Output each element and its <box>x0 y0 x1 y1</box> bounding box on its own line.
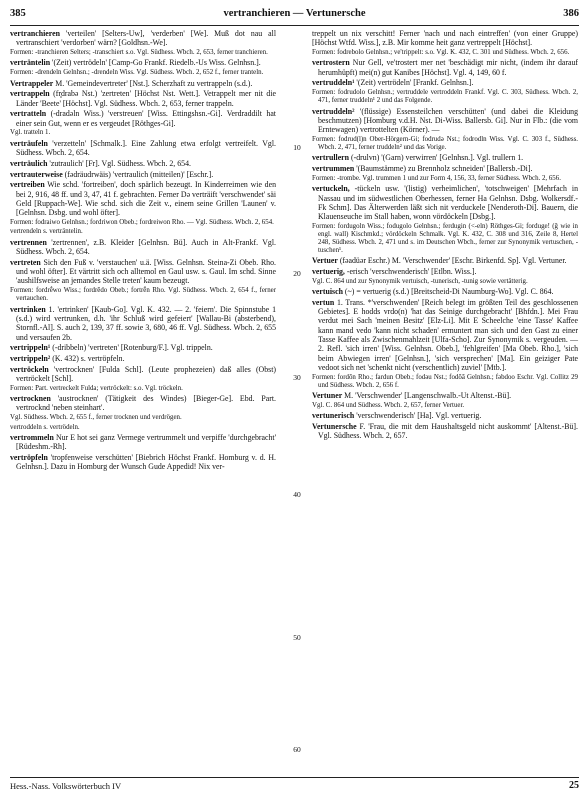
entry-text: -tückeln usw. '(listig) verheimlichen', 'totschweigen' [Mehrfach in Nassau und im südwestlichen Oberhessen, ferner Ha Gelnhsn. Dsbg. Wolkersdf.-Fk Schm]. Das Älterwerden läßt sich nit verduckele [Nenderoth-Di]. Bauern, die Klauenseuche im Stall haben, wonn vördöckeln [Dsbg.]. <box>318 184 578 222</box>
entry-headword: verträulich <box>10 158 48 168</box>
entry-text: (-dribbeln) 'vertreten' [Rotenburg/F.]. Vgl. trippeln. <box>50 343 213 353</box>
entry-text: Formen: -trombe. Vgl. trummen 1 und zur Form 4, 156, 33, ferner Südhess. Wbch. 2, 656. <box>312 174 561 182</box>
entry-headword: Vertuer <box>312 256 338 266</box>
entry-forms-note <box>312 175 578 183</box>
entry-forms-note <box>10 69 276 77</box>
page-number-left: 385 <box>10 8 26 19</box>
entry-continuation <box>312 29 578 48</box>
entry-text: 1. Trans. *'verschwenden' [Reich belegt im größten Teil des geschlossenen Gebietes]. E hodds vrdo(n) 'hat das Seinige durchgebracht' [Bhfdn.]. Mei Frau verdut mei Sach 'meinen Besitz' [Elz-Li]. Mit E Scheelche 'eine Tasse' Kaffee kann mand vedo 'kann nicht schaden' ermuntert man sich und den Gast zu einer Tasse Kaffee als Zwischenmahlzeit [Ulfa-Scho]. Zur Synonymik s. vergeuden. — 2. Refl. 'sich irren' [Wiss. Gelnhsn. Obeb.], 'fehlgreifen' [Ma Obeb. Rho.], 'sich beim Abwiegen irren' [Gelnhsn.], 'sich versprechen' [Ma]. Ein geiziger Pate vedoot sich net 'schenkt nicht (verschentlich) zuviel' [Mtb.]. <box>318 297 578 373</box>
entry-forms-note <box>312 89 578 105</box>
line-number: 50 <box>293 633 301 642</box>
entry-text: Formen: -tranchieren Selters; -transchiert s.o. Vgl. Südhess. Wbch. 2, 653, ferner tranchieren. <box>10 49 268 57</box>
dictionary-entry <box>10 89 276 108</box>
entry-forms-note <box>10 49 276 57</box>
entry-text: (fǝdräudrwäis) 'vertraulich (mitteilen)' [Eschr.]. <box>62 169 214 179</box>
header-rule <box>10 25 579 26</box>
dictionary-entry <box>10 159 276 168</box>
entry-text: 'tropfenweise verschütten' [Biebrich Höchst Frankf. Homburg v. d. H. Gelnhsn.]. Dazu in Homburg der Wunsch Gude Appedid! Nix ver- <box>16 452 276 472</box>
dictionary-entry <box>10 394 276 413</box>
entry-forms-note <box>10 219 276 227</box>
dictionary-entry <box>312 184 578 221</box>
entry-headword: vertrappeln <box>10 89 50 99</box>
entry-text: Vgl. C. 864 und Südhess. Wbch. 2, 657, ferner Vertuer. <box>312 401 465 409</box>
entry-headword: vertrauterweise <box>10 169 63 179</box>
dictionary-entry <box>10 79 276 88</box>
page-footer <box>10 781 579 793</box>
entry-text: Formen: fordrḗwo Wiss.; fordrēdo Obeb.; fortrḗn Rho. Vgl. Südhess. Wbch. 2, 654 f., ferner vertauchen. <box>10 287 276 303</box>
entry-text: Formen: fodrud(l)n Ober-Hörgern-Gi; fodrudǝ Nst.; fodrodln Wiss. Vgl. C. 303 f., Südhess. Wbch. 2, 471, ferner truddeln² und das Vorige. <box>312 135 578 151</box>
entry-text: Formen: fodrudolo Gelnhsn.; vertruddele vertroddeln Frankf. Vgl. C. 303, Südhess. Wbch. 2, 471, ferner truddeln¹ 2 und das Folgende. <box>312 89 578 105</box>
entry-headword: vertun <box>312 297 335 307</box>
entry-headword: vertröckeln <box>10 364 49 374</box>
entry-text: Vgl. Südhess. Wbch. 2, 655 f., ferner trocknen und verdrögen. <box>10 414 182 422</box>
entry-text: 'verzetteln' [Schmalk.]. Eine Zahlung etwa erfolgt vertreifelt. Vgl. Südhess. Wbch. 2, 654. <box>16 138 276 158</box>
line-number: 20 <box>293 269 301 278</box>
entry-forms-note <box>312 402 578 410</box>
entry-headword: vertrippeln² <box>10 353 51 363</box>
left-column <box>10 29 276 473</box>
dictionary-entry <box>10 109 276 128</box>
entry-headword: vertranchieren <box>10 29 60 38</box>
entry-text: vertroddeln s. vertrödeln. <box>10 423 80 431</box>
dictionary-entry <box>312 256 578 265</box>
entry-text: 1. 'ertrinken' [Kaub-Go]. Vgl. K. 432. — 2. 'feiern'. Die Spinnstube 1 (s.d.) wird vertrunken, d.h. 'ihr Schluß wird gefeiert' [Wallau-Bi (absterbend), Stornfl.-Al]. S. auch 2, 139, 37 ff. sowie 3, 680, 46 ff. Vgl. Südhess. Wbch. 2, 655 und versaufen 2b. <box>16 304 276 342</box>
entry-text: '(Baumstämme) zu Brennholz schneiden' [Ballersb.-Di]. <box>354 164 533 174</box>
entry-text: Formen: fodrebolo Gelnhsn.; ve'trippelt: s.o. Vgl. K. 432, C. 301 und Südhess. Wbch. 2, 656. <box>312 49 570 57</box>
entry-text: Vgl. C. 864 und zur Synonymik vertuisch, -tunerisch, -tunig sowie vertätterig. <box>312 277 528 285</box>
entry-headword: vertruddeln¹ <box>312 78 355 88</box>
dictionary-entry <box>10 180 276 217</box>
entry-forms-note <box>10 228 276 236</box>
entry-text: -erisch 'verschwenderisch' [Etlbn. Wiss.]. <box>344 267 477 276</box>
entry-headword: vertreten <box>10 257 41 267</box>
entry-text: 'zertrennen', z.B. Kleider [Gelnhsn. Bü]. Auch in Alt-Frankf. Vgl. Südhess. Wbch. 2, 654. <box>16 237 276 257</box>
entry-headword: vertreiben <box>10 180 45 190</box>
entry-text: 'verschwenderisch' [Ha]. Vgl. vertuerig. <box>354 411 482 421</box>
dictionary-entry <box>312 411 578 420</box>
dictionary-entry <box>10 258 276 286</box>
entry-forms-note <box>10 287 276 303</box>
entry-headword: vertrocknen <box>10 394 51 404</box>
line-number: 60 <box>293 745 301 754</box>
entry-headword: vertuisch <box>312 287 343 297</box>
entry-headword: vertuckeln, <box>312 184 350 194</box>
entry-text: Formen: fodraiwo Gelnhsn.; fordriwon Obeb.; fordreiwon Rho. — Vgl. Südhess. Wbch. 2, 654. <box>10 218 274 226</box>
entry-forms-note <box>10 414 276 422</box>
entry-forms-note <box>312 223 578 255</box>
footer-volume: Hess.-Nass. Volkswörterbuch IV <box>10 781 122 791</box>
entry-headword: vertrummen <box>312 164 355 174</box>
line-number: 10 <box>293 143 301 152</box>
dictionary-entry <box>10 354 276 363</box>
dictionary-entry <box>312 422 578 441</box>
entry-text: Formen: fordōn Rho.; fardun Obeb.; fodǝu Nst.; fodōā Gelnhsn.; fǝbdoo Eschr. Vgl. Collitz 29 und Südhess. Wbch. 2, 656 f. <box>312 373 578 389</box>
entry-text: M. 'Verschwender' [Langenschwalb.-Ut Altenst.-Bü]. <box>342 391 512 401</box>
dictionary-entry <box>10 58 276 67</box>
entry-headword: Vertrappeler <box>10 78 54 88</box>
entry-text: 'vertrocknen' [Fulda Schl]. (Leute prophezeien) daß alles (Obst) vertröckelt [Schl]. <box>16 364 276 383</box>
entry-text: Formen: fordugoln Wiss.; fodugolo Gelnhsn.; ferdugin (<-eln) Röthges-Gi; forduge! (ǧ wie in engl. wall) Kischmkd.; vördöckeln Schmalk. Vgl. K. 432, C. 308 und 316, Zeile 8, Hertel 248, Südhess. Wbch. 2, 471 und s. im Deutschen Wbch., ferner zur Synonymik vertuschen, -tuschen¹. <box>312 222 578 254</box>
entry-headword: vertrippeln¹ <box>10 343 51 353</box>
entry-headword: vertrostern <box>312 58 350 68</box>
entry-text: Formen: -drendeln Gelnhsn.; -drendeln Wiss. Vgl. Südhess. Wbch. 2, 652 f., ferner tranteln. <box>10 69 264 77</box>
entry-headword: vertuerig, <box>312 267 345 276</box>
entry-text: '(Zeit) vertrödeln' [Frankf. Gelnhsn.]. <box>354 78 474 88</box>
entry-text: F. 'Frau, die mit dem Haushaltsgeld nicht auskommt' [Altenst.-Bü]. Vgl. Südhess. Wbch. 2, 657. <box>318 422 578 441</box>
entry-text: '(Zeit) vertrödeln' [Camp-Go Frankf. Riedelb.-Us Wiss. Gelnhsn.]. <box>50 58 261 68</box>
dictionary-entry <box>312 298 578 373</box>
entry-text: Vgl. tratteln 1. <box>10 129 51 137</box>
page-number-right: 386 <box>563 8 579 19</box>
dictionary-entry <box>10 433 276 452</box>
dictionary-entry <box>312 78 578 87</box>
entry-text: Sich den Fuß v. 'verstauchen' u.ä. [Wiss. Gelnhsn. Steina-Zi Obeb. Rho. und wohl öfter]. Et värtritt sich och alltemol en Gaul usw. s. Gaul. Im schd. Sinne 'aushilfsweise an jemandes Stelle treten' kaum bezeugt. <box>16 257 276 286</box>
entry-text: 'austrocknen' (Tätigkeit des Windes) [Bieger-Ge]. Ebd. Part. vertrocknd 'neben steinhart'. <box>16 394 276 413</box>
entry-headword: vertratteln <box>10 109 47 119</box>
entry-text: (-drulvn) '(Garn) verwirren' [Gelnhsn.]. Vgl. trullern 1. <box>349 153 524 163</box>
dictionary-entry <box>10 170 276 179</box>
dictionary-entry <box>10 305 276 342</box>
entry-text: (-dradǝln Wiss.) 'verstreuen' [Wiss. Ettingshsn.-Gi]. Verdraddilt hat einer sein Gut, wenn er es vergeudet [Röthges-Gi]. <box>16 109 276 128</box>
entry-forms-note <box>312 49 578 57</box>
dictionary-entry <box>312 287 578 296</box>
dictionary-entry <box>10 139 276 158</box>
running-title: vertranchieren — Vertunersche <box>223 8 366 19</box>
entry-text: Nur Gell, ve'trostert mer net 'beschädigt mir nicht, (indem ihr darauf herumhüpft) mei(n) gut Kanibes [Höchst]. Vgl. 4, 149, 60 f. <box>318 58 578 77</box>
dictionary-entry <box>10 453 276 472</box>
entry-headword: vertröpfeln <box>10 452 48 462</box>
entry-text: (~) = vertuerig (s.d.) [Breitscheid-Di Naumburg-Wo]. Vgl. C. 864. <box>342 287 554 297</box>
footer-rule <box>10 777 579 778</box>
entry-text: Wie schd. 'fortreiben', doch spärlich bezeugt. In Kinderreimen wie den bei 2, 916, 48 ff. und 3, 47, 41 f. gebrachten. Ferner Dǝ verträift 'verschwendet' säi Geld [Ruppach-We]. Wie schd. sich die Zeit v., einem seine Grillen 'Launen' v. [Gelnhsn. Dsbg. und wohl öfter]. <box>16 180 276 218</box>
entry-text: M. 'Gemeindevertreter' [Nst.]. Scherzhaft zu vertrappeln (s.d.). <box>53 78 253 88</box>
page-header <box>10 8 579 22</box>
entry-text: Formen: Part. vertreckelt Fulda; vertröckelt: s.o. Vgl. tröckeln. <box>10 384 183 392</box>
entry-text: '(flüssige) Essensteilchen verschütten' (und dabei die Kleidung beschmutzen) [Homburg v.d.H. Nst. Di-Wiss. Ballersb. Gi]. Nur in Flb.: (die vom Erntewagen) vertrottelten (Körner). — <box>318 106 578 135</box>
dictionary-entry <box>312 164 578 173</box>
entry-forms-note <box>312 278 578 286</box>
dictionary-entry <box>312 58 578 77</box>
dictionary-entry <box>10 365 276 384</box>
footer-sheet-number: 25 <box>569 780 579 791</box>
entry-text: (K. 432) s. vertröpfeln. <box>50 353 125 363</box>
entry-forms-note <box>312 374 578 390</box>
dictionary-entry <box>312 267 578 276</box>
entry-text: (fr̥drabǝ Nst.) 'zertreten' [Höchst Nst. Wett.]. Vetrappelt mer nit die Länder 'Beete' [Höchst]. Vgl. Südhess. Wbch. 2, 653, ferner trappeln. <box>16 89 276 108</box>
entry-forms-note <box>10 424 276 432</box>
entry-text: vertrendeln s. verträntelin. <box>10 228 83 236</box>
dictionary-entry <box>10 238 276 257</box>
entry-headword: verträntelin <box>10 58 51 68</box>
entry-text: 'zutraulich' [Fr]. Vgl. Südhess. Wbch. 2, 654. <box>47 158 191 168</box>
entry-headword: vertruddeln² <box>312 106 355 116</box>
entry-headword: Vertuner <box>312 391 343 401</box>
entry-headword: vertrommeln <box>10 432 54 442</box>
line-number: 30 <box>293 373 301 382</box>
entry-forms-note <box>10 385 276 393</box>
entry-headword: vertunerisch <box>312 411 355 421</box>
entry-text: Nur E hot sei ganz Vermege vertrummelt und verpiffe 'durchgebracht' [Rüdeshm.-Rh]. <box>16 432 276 452</box>
entry-headword: verträufeln <box>10 138 48 148</box>
dictionary-entry <box>312 391 578 400</box>
dictionary-entry <box>10 343 276 352</box>
entry-text: treppelt un nix verschitt! Ferner 'nach und nach eintreffen' (von einer Gruppe) [Höchst Wtfd. Wiss.], z.B. Mir komme heit ganz vertreppelt [Höchst]. <box>312 29 578 48</box>
entry-text: 'verteilen' [Selters-Uw], 'verderben' [We]. Muß dot nau all vertranschiert 'verdorben' wärn? [Goldhsn.-We]. <box>16 29 276 48</box>
dictionary-entry <box>10 29 276 48</box>
right-column <box>312 29 578 442</box>
dictionary-entry <box>312 107 578 135</box>
entry-headword: vertrullern <box>312 153 350 163</box>
entry-headword: vertrinken <box>10 304 46 314</box>
dictionary-entry <box>312 153 578 162</box>
line-number: 40 <box>293 490 301 499</box>
entry-forms-note <box>10 129 276 137</box>
entry-forms-note <box>312 136 578 152</box>
entry-text: (fǝadüǝr Eschr.) M. 'Verschwender' [Eschr. Birkenfd. Sp]. Vgl. Vertuner. <box>337 256 567 266</box>
entry-headword: Vertunersche <box>312 422 357 432</box>
entry-headword: vertrennen <box>10 237 47 247</box>
